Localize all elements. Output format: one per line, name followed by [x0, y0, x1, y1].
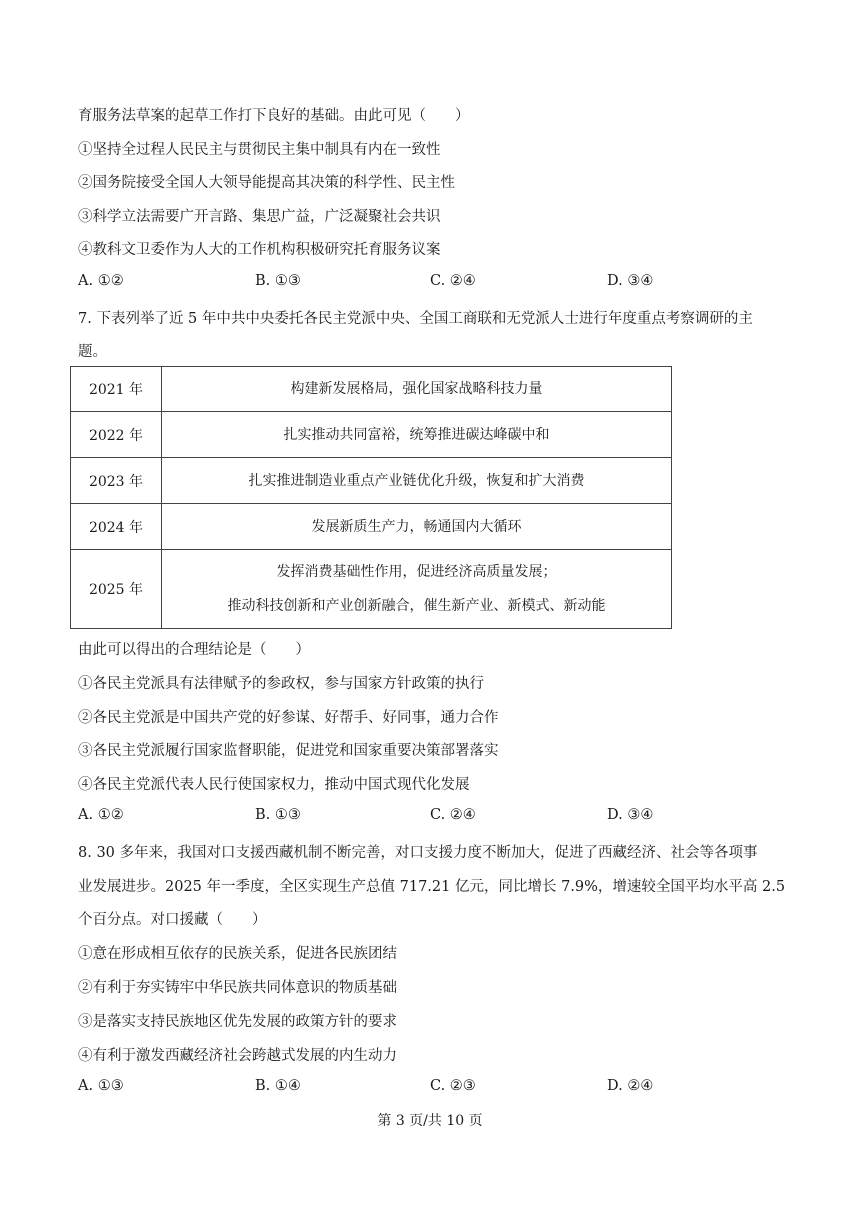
table-row	[71, 550, 672, 629]
q8-item-3: ③是落实支持民族地区优先发展的政策方针的要求	[78, 1014, 397, 1030]
q8-option-a[interactable]: A. ①③	[78, 1078, 124, 1094]
q8-item-2: ②有利于夯实铸牢中华民族共同体意识的物质基础	[78, 980, 397, 996]
year-cell: 2023 年	[71, 458, 162, 504]
q6-item-3: ③科学立法需要广开言路、集思广益，广泛凝聚社会共识	[78, 209, 441, 225]
topic-cell	[162, 412, 672, 458]
year-cell: 2022 年	[71, 412, 162, 458]
q7-item-2: ②各民主党派是中国共产党的好参谋、好帮手、好同事，通力合作	[78, 710, 499, 726]
q6-option-c[interactable]: C. ②④	[430, 273, 476, 289]
q7-stem-line-2: 题。	[78, 344, 107, 360]
q8-stem-line-3: 个百分点。对口援藏（ ）	[78, 912, 267, 928]
q8-option-c[interactable]: C. ②③	[430, 1078, 476, 1094]
topic-line: 发展新质生产力，畅通国内大循环	[311, 518, 522, 535]
q7-item-4: ④各民主党派代表人民行使国家权力，推动中国式现代化发展	[78, 777, 470, 793]
q6-item-4: ④教科文卫委作为人大的工作机构积极研究托育服务议案	[78, 242, 441, 258]
q6-item-1: ①坚持全过程人民民主与贯彻民主集中制具有内在一致性	[78, 142, 441, 158]
topic-line: 扎实推进制造业重点产业链优化升级，恢复和扩大消费	[248, 472, 585, 489]
q7-options	[78, 807, 778, 827]
topic-line: 构建新发展格局，强化国家战略科技力量	[290, 381, 543, 397]
topic-cell	[162, 367, 672, 412]
year-cell: 2025 年	[71, 550, 162, 629]
q6-options	[78, 273, 778, 293]
q8-item-4: ④有利于激发西藏经济社会跨越式发展的内生动力	[78, 1048, 397, 1064]
table-row	[71, 458, 672, 504]
page-number-footer: 第 3 页/共 10 页	[377, 1113, 483, 1129]
topic-cell	[162, 458, 672, 504]
year-cell: 2021 年	[71, 367, 162, 412]
q8-options	[78, 1078, 778, 1098]
q7-question: 由此可以得出的合理结论是（ ）	[78, 642, 310, 658]
q7-option-a[interactable]: A. ①②	[78, 807, 124, 823]
q8-item-1: ①意在形成相互依存的民族关系，促进各民族团结	[78, 946, 397, 962]
q8-option-d[interactable]: D. ②④	[607, 1078, 654, 1094]
q6-option-d[interactable]: D. ③④	[607, 273, 654, 289]
q7-item-1: ①各民主党派具有法律赋予的参政权，参与国家方针政策的执行	[78, 676, 484, 692]
table-row	[71, 367, 672, 412]
topic-cell	[162, 504, 672, 550]
q8-option-b[interactable]: B. ①④	[255, 1078, 301, 1094]
table-row	[71, 412, 672, 458]
q8-stem-line-1: 8. 30 多年来，我国对口支援西藏机制不断完善，对口支援力度不断加大，促进了西藏经济、社会等各项事	[78, 845, 758, 861]
q8-stem-line-2: 业发展进步。2025 年一季度，全区实现生产总值 717.21 亿元，同比增长 7.9%，增速较全国平均水平高 2.5	[78, 879, 786, 895]
topic-line: 扎实推动共同富裕，统筹推进碳达峰碳中和	[283, 426, 550, 443]
q7-option-b[interactable]: B. ①③	[255, 807, 301, 823]
topic-line: 发挥消费基础性作用，促进经济高质量发展；	[276, 564, 557, 580]
q7-stem-line-1: 7. 下表列举了近 5 年中共中央委托各民主党派中央、全国工商联和无党派人士进行年度重点考察调研的主	[78, 311, 753, 327]
q6-stem-tail: 育服务法草案的起草工作打下良好的基础。由此可见（ ）	[78, 108, 470, 124]
year-cell: 2024 年	[71, 504, 162, 550]
q7-item-3: ③各民主党派履行国家监督职能，促进党和国家重要决策部署落实	[78, 743, 499, 759]
q7-option-c[interactable]: C. ②④	[430, 807, 476, 823]
q6-option-b[interactable]: B. ①③	[255, 273, 301, 289]
topic-cell	[162, 550, 672, 629]
q6-item-2: ②国务院接受全国人大领导能提高其决策的科学性、民主性	[78, 175, 455, 191]
q7-topics-table	[70, 366, 672, 629]
q7-option-d[interactable]: D. ③④	[607, 807, 654, 823]
table-row	[71, 504, 672, 550]
topic-line: 推动科技创新和产业创新融合，催生新产业、新模式、新动能	[227, 598, 606, 614]
q6-option-a[interactable]: A. ①②	[78, 273, 124, 289]
